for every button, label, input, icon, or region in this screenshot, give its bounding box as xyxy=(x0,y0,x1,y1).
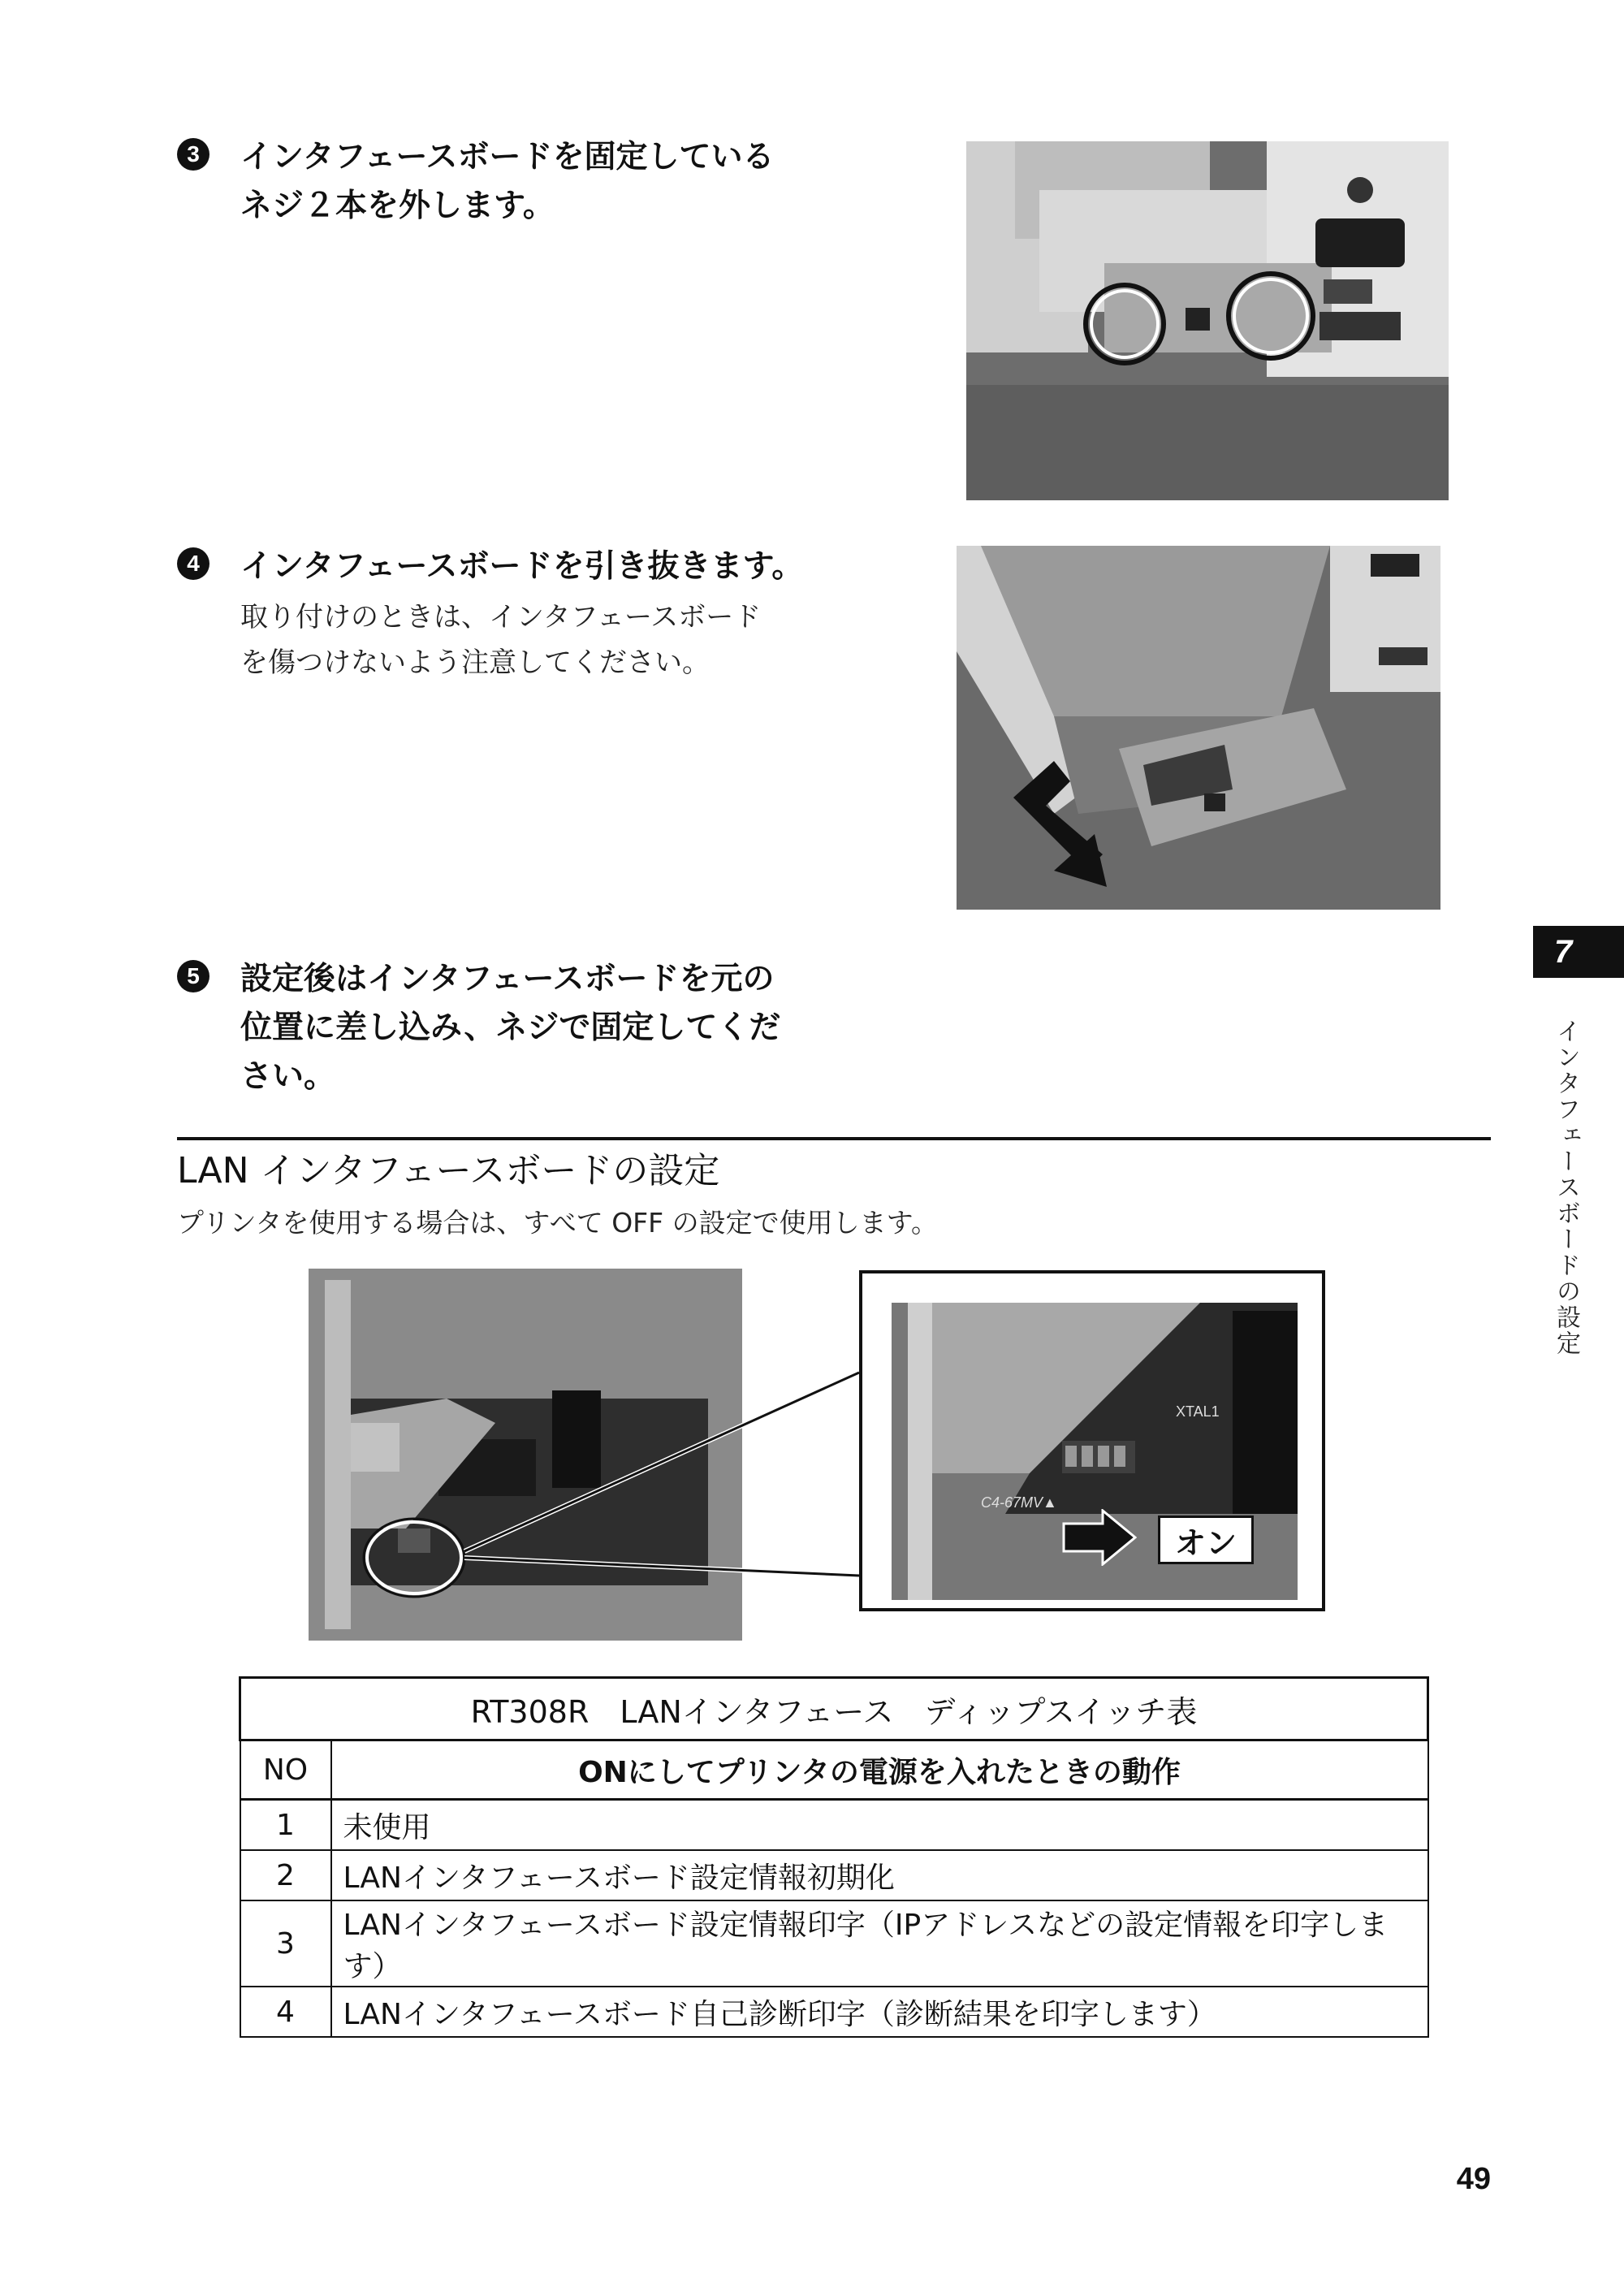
row-description: LANインタフェースボード設定情報初期化 xyxy=(331,1850,1428,1900)
section-description: プリンタを使用する場合は、すべて OFF の設定で使用します。 xyxy=(177,1207,938,1239)
row-no: 1 xyxy=(240,1800,331,1851)
board-xtal-print: XTAL1 xyxy=(1176,1403,1220,1420)
callout-connector xyxy=(455,1348,877,1592)
step-title: インタフェースボードを引き抜きます。 xyxy=(240,548,804,585)
step-title: インタフェースボードを固定している ネジ２本を外します。 xyxy=(240,139,775,224)
photo-printer-rear-screws xyxy=(966,141,1449,500)
table-row xyxy=(240,1900,1428,1987)
chapter-side-title: インタフェースボードの設定 xyxy=(1552,1018,1580,1356)
photo-board-pull-out xyxy=(957,546,1440,910)
table-row xyxy=(240,1850,1428,1900)
step-number-badge: 4 xyxy=(177,547,209,580)
row-no: 2 xyxy=(240,1850,331,1900)
step-note: 取り付けのときは、インタフェースボード を傷つけないよう注意してください。 xyxy=(240,601,762,679)
table-caption: RT308R LANインタフェース ディップスイッチ表 xyxy=(240,1678,1428,1740)
arrow-right-icon xyxy=(1062,1509,1137,1566)
page-number: 49 xyxy=(1456,2162,1491,2196)
table-row xyxy=(240,1800,1428,1851)
chapter-tab: 7 xyxy=(1533,926,1624,978)
on-label: オン xyxy=(1158,1516,1254,1564)
dip-switch-table xyxy=(239,1676,1429,2038)
board-code-print: C4-67MV▲ xyxy=(981,1494,1057,1511)
column-header-no: NO xyxy=(240,1740,331,1800)
row-description: LANインタフェースボード設定情報印字（IPアドレスなどの設定情報を印字します） xyxy=(331,1900,1428,1987)
row-description: 未使用 xyxy=(331,1800,1428,1851)
step-number-badge: 3 xyxy=(177,138,209,171)
row-no: 3 xyxy=(240,1900,331,1987)
section-title: LAN インタフェースボードの設定 xyxy=(177,1150,720,1191)
step-title: 設定後はインタフェースボードを元の 位置に差し込み、ネジで固定してくだ さい。 xyxy=(240,961,781,1095)
row-no: 4 xyxy=(240,1987,331,2037)
table-row xyxy=(240,1987,1428,2037)
column-header-description: ONにしてプリンタの電源を入れたときの動作 xyxy=(331,1740,1428,1800)
callout-frame xyxy=(859,1270,1325,1611)
row-description: LANインタフェースボード自己診断印字（診断結果を印字します） xyxy=(331,1987,1428,2037)
step-number-badge: 5 xyxy=(177,960,209,992)
section-rule xyxy=(177,1137,1491,1140)
